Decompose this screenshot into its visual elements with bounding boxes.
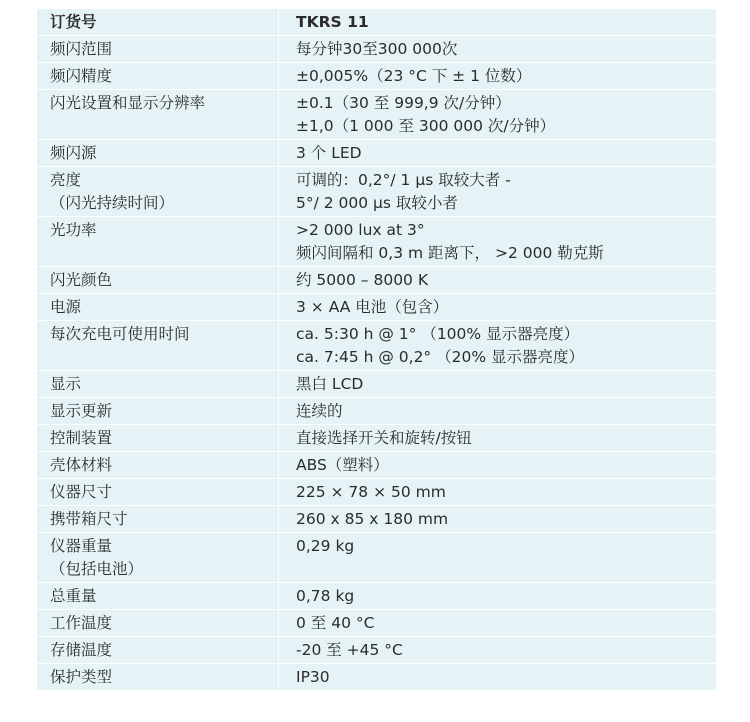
table-row xyxy=(37,267,716,293)
row-value: -20 至 +45 °C xyxy=(278,637,716,663)
table-row xyxy=(37,371,716,397)
table-row xyxy=(37,664,716,690)
table-row xyxy=(37,36,716,62)
row-value: 可调的：0,2°/ 1 μs 取较大者 - 5°/ 2 000 μs 取较小者 xyxy=(278,167,716,216)
table-row xyxy=(37,398,716,424)
row-value: 0 至 40 °C xyxy=(278,610,716,636)
row-value: 3 × AA 电池（包含） xyxy=(278,294,716,320)
row-key: 闪光设置和显示分辨率 xyxy=(37,90,278,139)
table-row xyxy=(37,610,716,636)
row-value: ±0.1（30 至 999,9 次/分钟） ±1,0（1 000 至 300 000 次/分钟） xyxy=(278,90,716,139)
table-row xyxy=(37,294,716,320)
row-key: 仪器尺寸 xyxy=(37,479,278,505)
table-row xyxy=(37,452,716,478)
row-value: 约 5000 – 8000 K xyxy=(278,267,716,293)
row-key: 携带箱尺寸 xyxy=(37,506,278,532)
spec-table xyxy=(37,8,716,691)
row-value: 260 x 85 x 180 mm xyxy=(278,506,716,532)
row-key: 每次充电可使用时间 xyxy=(37,321,278,370)
row-value: 0,78 kg xyxy=(278,583,716,609)
table-row xyxy=(37,506,716,532)
row-value: 3 个 LED xyxy=(278,140,716,166)
table-row xyxy=(37,533,716,582)
row-value: ABS（塑料） xyxy=(278,452,716,478)
table-row xyxy=(37,217,716,266)
row-key: 壳体材料 xyxy=(37,452,278,478)
row-value: IP30 xyxy=(278,664,716,690)
row-value: ca. 5:30 h @ 1° （100% 显示器亮度） ca. 7:45 h @ 0,2° （20% 显示器亮度） xyxy=(278,321,716,370)
row-value: 黑白 LCD xyxy=(278,371,716,397)
row-key: 闪光颜色 xyxy=(37,267,278,293)
table-row xyxy=(37,425,716,451)
table-header-row xyxy=(37,9,716,35)
table-row xyxy=(37,583,716,609)
row-key: 频闪范围 xyxy=(37,36,278,62)
header-model: TKRS 11 xyxy=(278,9,716,35)
row-value: 每分钟30至300 000次 xyxy=(278,36,716,62)
row-key: 存储温度 xyxy=(37,637,278,663)
row-value: 225 × 78 × 50 mm xyxy=(278,479,716,505)
row-value: >2 000 lux at 3° 频闪间隔和 0,3 m 距离下， >2 000 勒克斯 xyxy=(278,217,716,266)
row-key: 仪器重量 （包括电池） xyxy=(37,533,278,582)
header-label: 订货号 xyxy=(37,9,278,35)
table-row xyxy=(37,321,716,370)
row-key: 亮度 （闪光持续时间） xyxy=(37,167,278,216)
row-key: 电源 xyxy=(37,294,278,320)
row-value: 直接选择开关和旋转/按钮 xyxy=(278,425,716,451)
table-row xyxy=(37,63,716,89)
table-row xyxy=(37,140,716,166)
table-row xyxy=(37,167,716,216)
row-value: ±0,005%（23 °C 下 ± 1 位数） xyxy=(278,63,716,89)
row-key: 总重量 xyxy=(37,583,278,609)
row-value: 连续的 xyxy=(278,398,716,424)
row-key: 光功率 xyxy=(37,217,278,266)
row-key: 工作温度 xyxy=(37,610,278,636)
table-row xyxy=(37,90,716,139)
row-key: 频闪源 xyxy=(37,140,278,166)
table-row xyxy=(37,479,716,505)
row-key: 显示 xyxy=(37,371,278,397)
row-key: 频闪精度 xyxy=(37,63,278,89)
row-value: 0,29 kg xyxy=(278,533,716,582)
row-key: 显示更新 xyxy=(37,398,278,424)
table-row xyxy=(37,637,716,663)
row-key: 控制装置 xyxy=(37,425,278,451)
row-key: 保护类型 xyxy=(37,664,278,690)
